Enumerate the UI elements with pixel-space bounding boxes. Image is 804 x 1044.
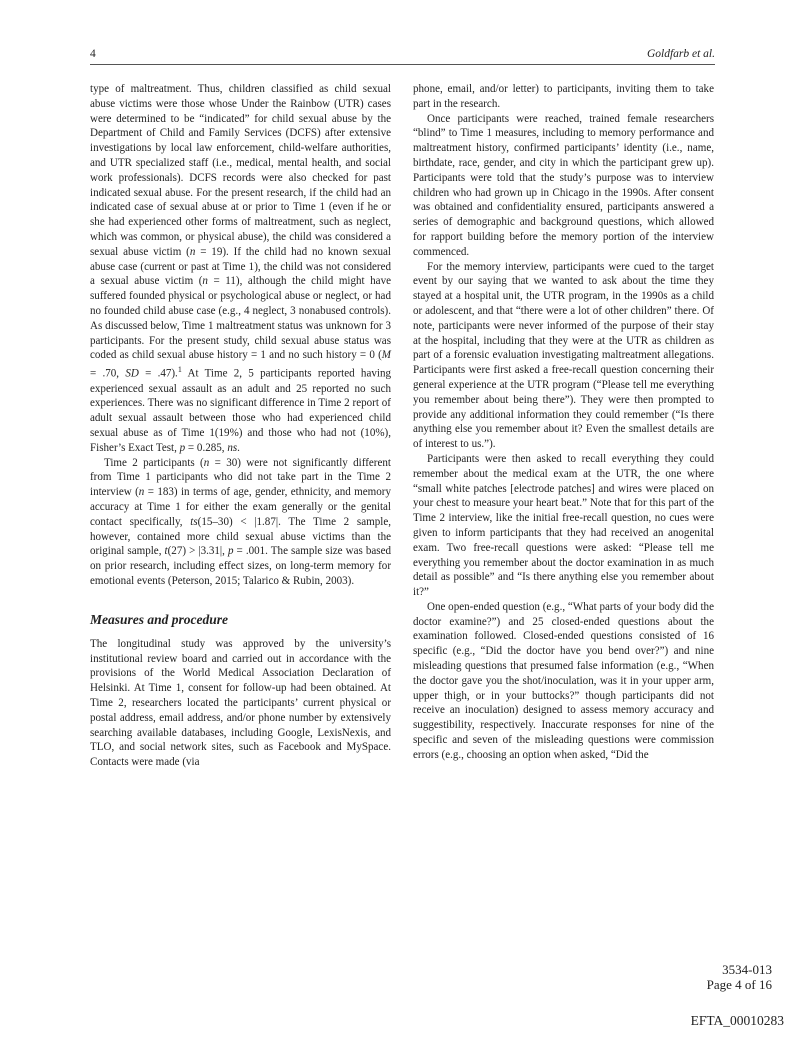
right-column	[413, 82, 714, 763]
section-heading: Measures and procedure	[90, 611, 229, 627]
paragraph: The longitudinal study was approved by the university’s institutional review board and carried out in accordance with the provisions of the World Medical Association Declaration of Helsinki. At Time 1, consent for follow-up had been obtained. At Time 2, researchers located the participants’ current physical or postal address, email address, and/or phone number by extensively searching available databases, including Google, LexisNexis, and TLO, and social network sites, such as Facebook and MySpace. Contacts were made (via	[90, 637, 391, 769]
left-column	[90, 82, 391, 770]
header-rule	[90, 64, 715, 65]
paragraph: One open-ended question (e.g., “What parts of your body did the doctor examine?”) and 25 closed-ended questions about the examination followed. Closed-ended questions consisted of 16 specific (e.g., “Did the doctor have you bend over?”) and nine misleading questions that presumed false information (e.g., “When the doctor gave you the shot/inoculation, was it in your upper arm, upper thigh, or in your buttocks?” though participants did not receive an inoculation) designed to assess memory accuracy and suggestibility, respectively. Inaccurate responses for nine of the specific and seven of the misleading questions were commission errors (e.g., choosing an option when asked, “Did the	[413, 600, 714, 761]
doc-code: 3534-013	[722, 962, 772, 977]
paragraph: phone, email, and/or letter) to participants, inviting them to take part in the research.	[413, 83, 714, 110]
paragraph: Time 2 participants (n = 30) were not significantly different from Time 1 participants who did not take part in the Time 2 interview (n = 183) in terms of age, gender, ethnicity, and memory accuracy at Time 1 for either the exam generally or the genital contact specifically, ts(15–30) < |1.87|. The Time 2 sample, however, contained more child sexual abuse victims than the original sample, t(27) > |3.31|, p = .001. The sample size was based on prior research, including effect sizes, on long-term memory for emotional events (Peterson, 2015; Talarico & Rubin, 2003).	[90, 456, 392, 587]
paragraph: For the memory interview, participants were cued to the target event by our saying that we wanted to ask about the time they stayed at a hospital unit, the UTR program, in the 1990s as a child or adolescent, and that “there were a lot of other children” there. Of note, participants were never informed of the purpose of their stay at the hospital, including that they were at the UTR as children as part of a forensic evaluation investigating maltreatment allegations. Participants were first asked a free-recall question concerning their general experience at the UTR program (“Please tell me everything you remember about being there”). They were then prompted to provide any additional information they could remember (“Is there anything else you remember about it? Even the smallest details are of interest to us.”).	[413, 260, 714, 451]
page-number: 4	[90, 48, 96, 60]
paragraph: type of maltreatment. Thus, children classified as child sexual abuse victims were those whose Under the Rainbow (UTR) cases were determined to be “indicated” for child sexual abuse by the Department of Child and Family Services (DCFS) after extensive investigations by local law enforcement, child-welfare authorities, and UTR specialized staff (i.e., medical, mental health, and social work professionals). DCFS records were also checked for past indicated sexual abuse. For the present research, if the child had an indicated case of sexual abuse at or prior to Time 1 (even if he or she had experienced other forms of maltreatment, such as neglect, which was common, or physical abuse), the child was considered a sexual abuse victim (n = 19). If the child had no known sexual abuse case (current or past at Time 1), the child was not considered a sexual abuse victim (n = 11), although the child might have suffered founded physical or psychological abuse or neglect, or had no founded child abuse case (e.g., 4 neglect, 3 nonabused controls). As discussed below, Time 1 maltreatment status was unknown for 3 participants. For the present study, child sexual abuse status was coded as child sexual abuse history = 1 and no such history = 0 (M = .70, SD = .47).$^1$ At Time 2, 5 participants reported having experienced sexual assault as an adult and 25 reported no such experiences. There was no significant difference in Time 2 report of adult sexual assault between those who had experienced child sexual abuse as of Time 1(19%) and those who had not (10%), Fisher’s Exact Test, p = 0.285, ns.	[90, 83, 391, 454]
document-stamp	[707, 962, 772, 992]
page-of: Page 4 of 16	[706, 977, 772, 992]
paragraph: Participants were then asked to recall everything they could remember about the medical exam at the UTR, the one where “small white patches [electrode patches] and wires were placed on your chest to measure your heart beat.” Note that for this part of the Time 2 interview, like the initial free-recall question, no cues were given to inform participants that they had received an anogenital exam. Two free-recall questions were asked: “Please tell me everything you remember about the doctor examination in as much detail as possible” and “Is there anything else you remember about it?”	[413, 452, 714, 599]
paragraph: Once participants were reached, trained female researchers “blind” to Time 1 measures, including to memory performance and maltreatment history, confirmed participants’ identity (i.e., name, birthdate, race, gender, and city in which the participant grew up). Participants were told that the study’s purpose was to interview children who had grown up in Chicago in the 1990s. After consent was obtained and confidentiality ensured, participants answered a series of demographic and background questions, which allowed for rapport building before the memory portion of the interview commenced.	[413, 112, 714, 258]
footnote-marker: 1	[177, 365, 182, 375]
running-head: Goldfarb et al.	[646, 48, 715, 60]
bates-number: EFTA_00010283	[690, 1013, 784, 1028]
